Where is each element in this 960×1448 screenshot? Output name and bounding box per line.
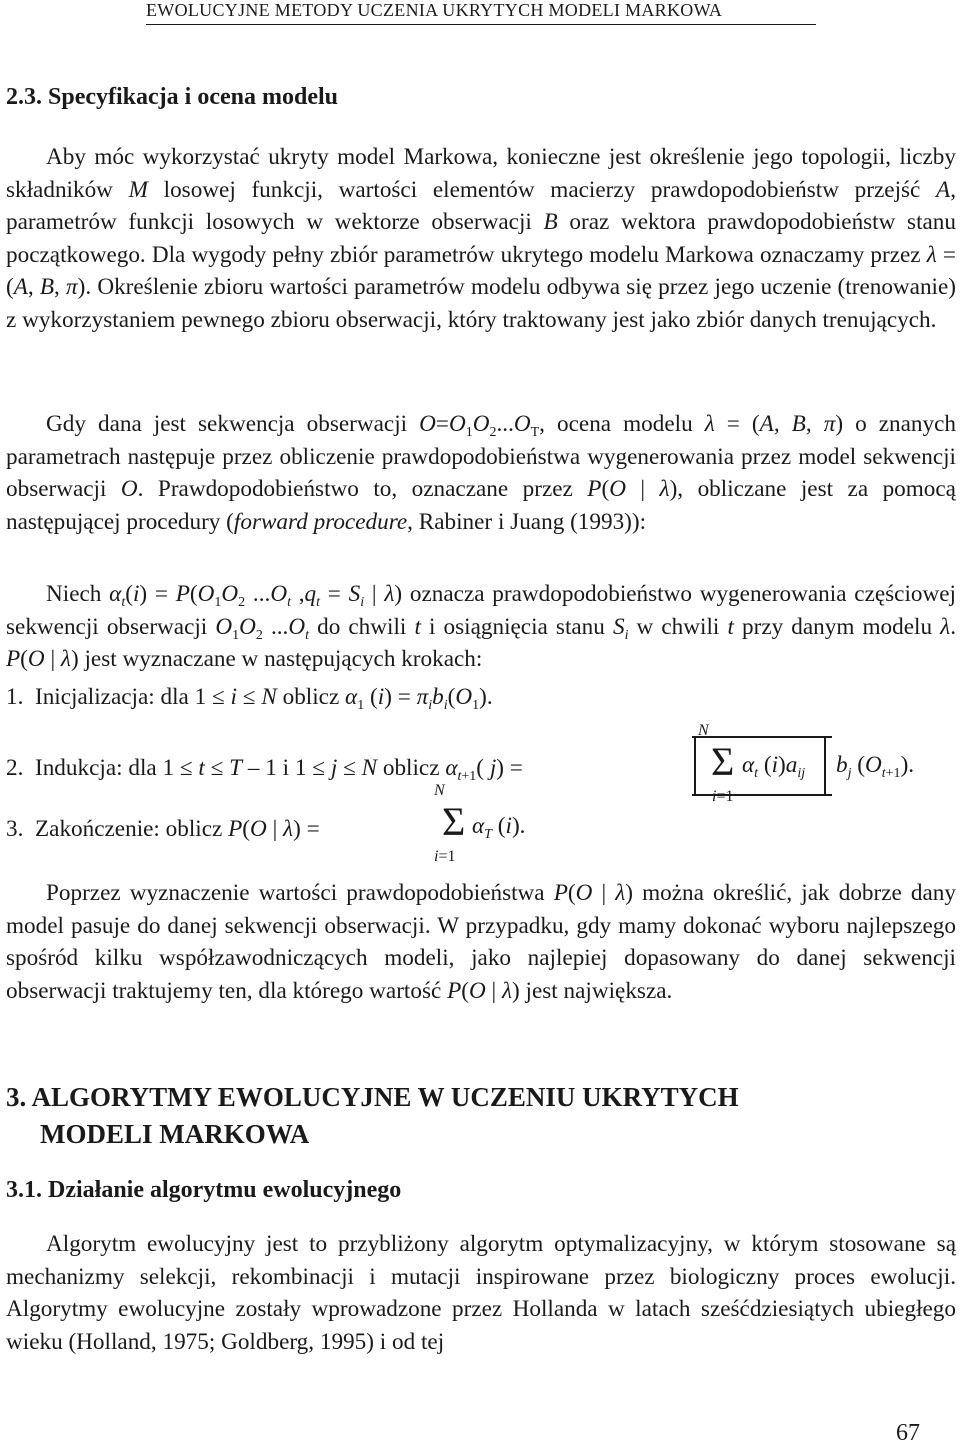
paragraph-5: Algorytm ewolucyjny jest to przybliżony algorytm optymalizacyjny, w którym stosowane są mechanizmy selekcji, rekombinacji i mutacji inspirowane przez biologiczny proces ewolucji. Algorytmy ewolucyjne zostały wprowadzone przez Hollanda w latach sześćdziesiątych ubiegłego wieku (Holland, 1975; Goldberg, 1995) i od tej [6,1231,956,1355]
step-2-tail: $b_j$ $(O_{t+1})$. [836,752,915,781]
paragraph-4: Poprzez wyznaczenie wartości prawdopodobieństwa P(O | λ) można określić, jak dobrze dany model pasuje do danej sekwencji obserwacji. W przypadku, gdy mamy dokonać wyboru najlepszego spośród kilku współzawodniczących modeli, jako najlepiej dopasowany do danej sekwencji obserwacji traktujemy ten, dla którego wartość P(O | λ) jest największa. [6,880,956,1004]
section-3-title [6,1079,739,1153]
sum3-lower-limit: i=1 [434,848,456,865]
paragraph-3: Niech $\alpha_t(i) = P(O_1O_2$ $...O_t$ $,q_t = S_i$ | λ) oznacza prawdopodobieństwo wygenerowania częściowej sekwencji obserwacji $O_1O_2$ $...O_t$ do chwili t i osiągnięcia stanu $S_i$ w chwili t przy danym modelu λ. P(O | λ) jest wyznaczane w następujących krokach: [6,581,957,672]
sum-body-step-2: $\alpha_t$ $(i)a_{ij}$ [742,752,806,781]
sum3-upper-limit: N [434,782,445,799]
section-3-1-title: 3.1. Działanie algorytmu ewolucyjnego [6,1177,402,1203]
section-3-title-line-2: MODELI MARKOWA [40,1119,310,1149]
sum-lower-limit: i=1 [712,788,734,805]
section-2-3-title: 2.3. Specyfikacja i ocena modelu [6,84,338,110]
sum-symbol-step-3: Σ [442,799,466,844]
step-3: 3. Zakończenie: oblicz P(O | λ) = [6,816,320,842]
sum-symbol-step-2: Σ [711,739,735,784]
paragraph-2: Gdy dana jest sekwencja obserwacji $O=O_1O_2...O_T$, ocena modelu λ = (A, B, π) o znanych parametrach następuje przez obliczenie prawdopodobieństwa wygenerowania przez model sekwencji obserwacji O. Prawdopodobieństwo to, oznaczane przez P(O | λ), obliczane jest za pomocą następującej procedury (forward procedure, Rabiner i Juang (1993)): [6,411,956,535]
sum-body-step-3: $\alpha_T$ (i). [472,813,526,842]
section-3-title-line-1: 3. ALGORYTMY EWOLUCYJNE W UCZENIU UKRYTYCH [6,1082,739,1112]
page-number: 67 [896,1420,920,1446]
sum-upper-limit: N [698,722,709,739]
paragraph-1: Aby móc wykorzystać ukryty model Markowa, konieczne jest określenie jego topologii, liczby składników M losowej funkcji, wartości elementów macierzy prawdopodobieństw przejść A, parametrów funkcji losowych w wektorze obserwacji B oraz wektora prawdopodobieństw stanu początkowego. Dla wygody pełny zbiór parametrów ukrytego modelu Markowa oznaczamy przez λ = (A, B, π). Określenie zbioru wartości parametrów modelu odbywa się przez jego uczenie (trenowanie) z wykorzystaniem pewnego zbioru obserwacji, który traktowany jest jako zbiór danych trenujących. [6,144,957,333]
step-1: 1. Inicjalizacja: dla 1 ≤ i ≤ N oblicz $\alpha_1$ $(i) = \pi_ib_i(O_1)$. [6,684,493,713]
step-2: 2. Indukcja: dla 1 ≤ t ≤ T – 1 i 1 ≤ j ≤ N oblicz $\alpha_{t+1}$( j) = [6,755,523,784]
page [6,0,956,1448]
running-head: EWOLUCYJNE METODY UCZENIA UKRYTYCH MODELI MARKOWA [146,0,816,25]
